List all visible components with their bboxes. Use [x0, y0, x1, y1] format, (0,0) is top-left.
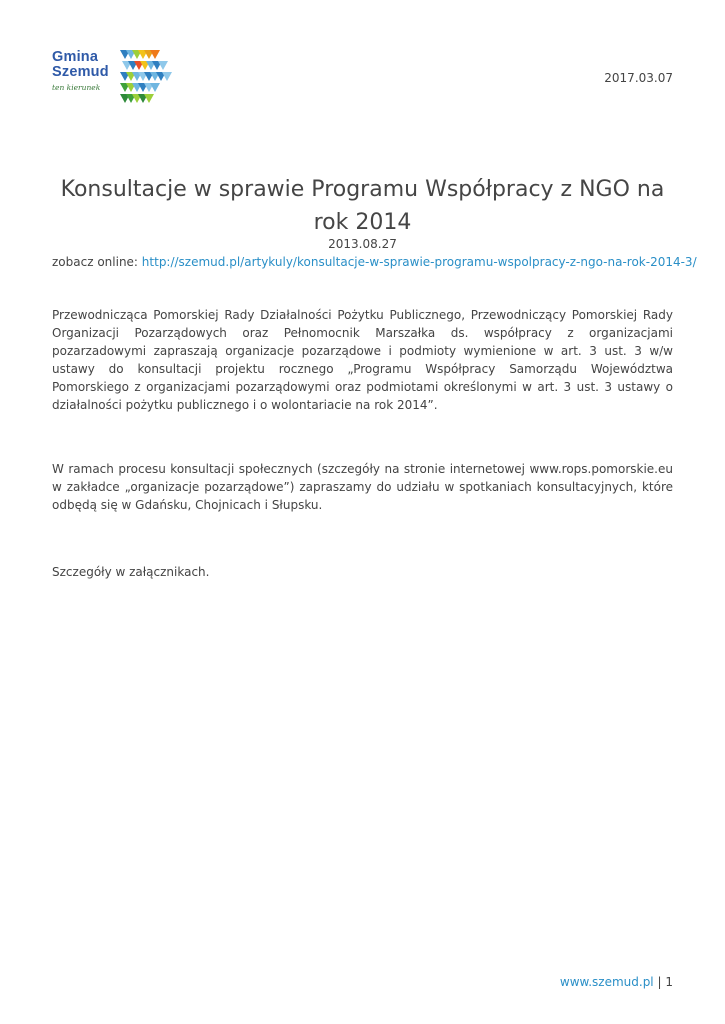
logo-tagline: ten kierunek [52, 83, 101, 92]
logo-line-2: Szemud [52, 64, 109, 80]
footer-separator: | [657, 975, 662, 989]
print-date: 2017.03.07 [604, 71, 673, 85]
footer-site-link[interactable]: www.szemud.pl [559, 975, 654, 989]
paragraph: Przewodnicząca Pomorskiej Rady Działalności Pożytku Publicznego, Przewodniczący Pomorskiej Rady Organizacji Pozarządowych oraz Pełnomocnik Marszałka ds. współpracy z organizacjami pozarzadowymi zapraszają organizacje pozarządowe i podmioty wymienione w art. 3 ust. 3 w/w ustawy do konsultacji projektu rocznego „Programu Współpracy Samorządu Województwa Pomorskiego z organizacjami pozarządowymi oraz podmiotami określonymi w art. 3 ust. 3 ustawy o działalności pożytku publicznego i o wolontariacie na rok 2014”. [52, 308, 673, 412]
article-title: Konsultacje w sprawie Programu Współpracy z NGO na rok 2014 [60, 177, 665, 235]
paragraph: Szczegóły w załącznikach. [52, 565, 210, 579]
gmina-szemud-logo [52, 48, 182, 106]
page-footer [560, 975, 673, 989]
page-number: 1 [665, 975, 673, 989]
logo-line-1: Gmina [52, 49, 99, 65]
online-label: zobacz online: [52, 255, 138, 269]
online-link-line [52, 255, 697, 269]
article-url-link[interactable]: http://szemud.pl/artykuly/konsultacje-w-sprawie-programu-wspolpracy-z-ngo-na-rok-2014-3/ [141, 255, 697, 269]
logo-text [52, 50, 109, 92]
article-date: 2013.08.27 [328, 237, 397, 251]
logo-triangles-icon [118, 48, 176, 104]
paragraph: W ramach procesu konsultacji społecznych (szczegóły na stronie internetowej www.rops.pomorskie.eu w zakładce „organizacje pozarządowe”) zapraszamy do udziału w spotkaniach konsultacyjnych, które odbędą się w Gdańsku, Chojnicach i Słupsku. [52, 462, 673, 512]
